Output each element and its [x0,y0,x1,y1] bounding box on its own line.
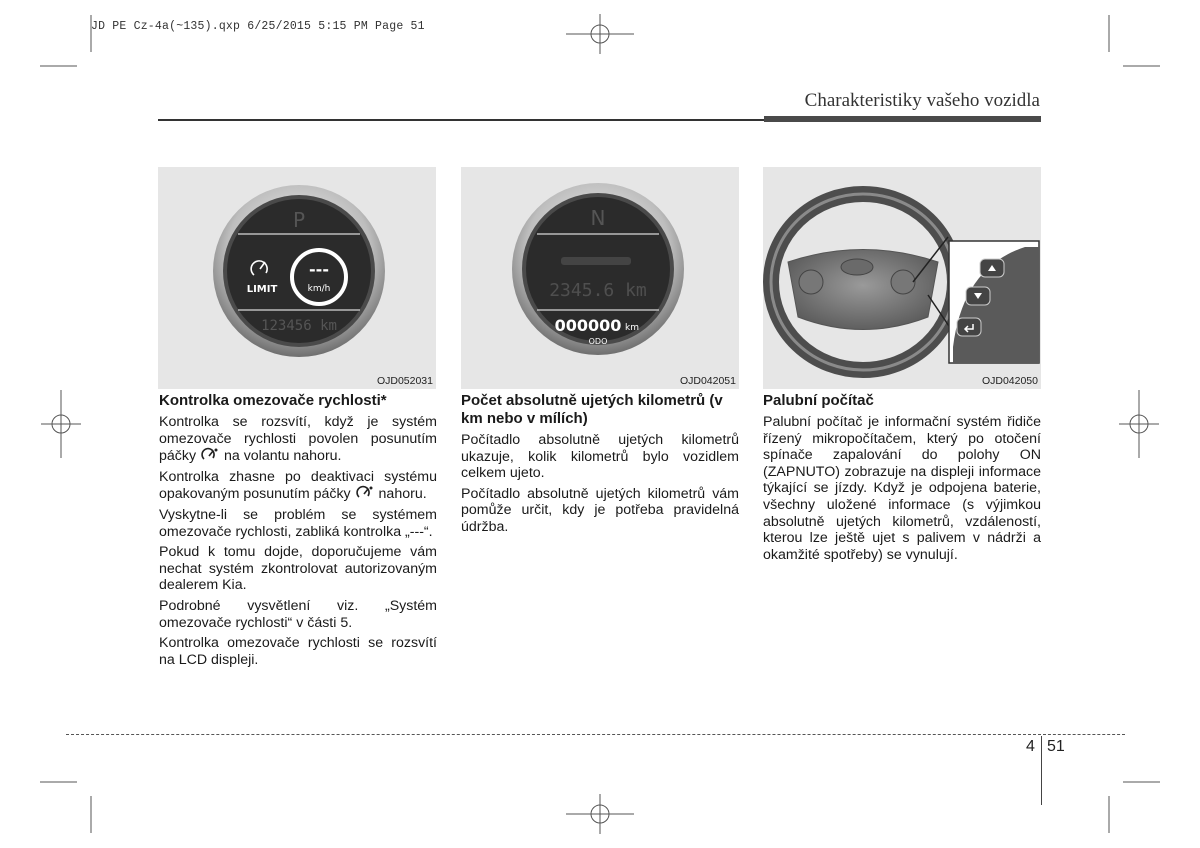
column-trip-computer [763,392,1041,567]
column-odometer [461,392,739,540]
paragraph: Kontrolka omezovače rychlosti se rozsvítí na LCD displeji. [159,635,437,668]
figure-odometer-cluster [461,167,739,389]
figure-code: OJD052031 [376,375,433,387]
paragraph: Počítadlo absolutně ujetých kilometrů vám pomůže určit, kdy je potřeba pravidelná údržba. [461,485,739,535]
page-number: 51 [1047,738,1065,755]
odometer-value: 000000 [554,316,622,335]
column-heading: Počet absolutně ujetých kilometrů (v km nebo v mílích) [461,392,723,427]
speed-unit: km/h [307,284,331,294]
page-number-separator [1041,736,1042,805]
gear-indicator: P [292,208,306,232]
steering-wheel-illustration [763,167,1041,389]
printer-slug: JD PE Cz-4a(~135).qxp 6/25/2015 5:15 PM Page 51 [91,20,425,33]
header-rule-accent [764,116,1041,122]
column-heading: Palubní počítač [763,392,874,409]
footer-dotted-rule [1043,734,1125,735]
section-title: Charakteristiky vašeho vozidla [804,90,1040,111]
paragraph: Vyskytne-li se problém se systémem omezovače rychlosti, zabliká kontrolka „---“. [159,506,437,540]
paragraph: Palubní počítač je informační systém řidiče řízený mikropočítačem, který po otočení spínače zapalování do polohy ON (ZAPNUTO) zobrazuje na displeji informace týkající se jízdy. Když je odpojena baterie, všechny uložené informace (s výjimkou absolutně ujetých kilometrů, vzdáleností, kterou lze ještě ujet s palivem v nádrži a okamžité spotřeby) se vynulují. [763,414,1041,563]
figure-code: OJD042050 [981,375,1038,387]
gear-indicator: N [590,206,606,230]
faded-trip: 2345.6 km [549,280,647,301]
paragraph: Podrobné vysvětlení viz. „Systém omezovače rychlosti“ v části 5. [159,597,437,631]
lever-icon [200,447,220,463]
column-heading: Kontrolka omezovače rychlosti* [159,392,387,409]
cluster-illustration [158,167,436,389]
cluster-illustration [461,167,739,389]
odometer-label: ODO [588,337,608,346]
figure-steering-wheel [763,167,1041,389]
footer-dotted-rule [66,734,1041,735]
paragraph: Počítadlo absolutně ujetých kilometrů ukazuje, kolik kilometrů bylo vozidlem celkem ujeto. [461,432,739,482]
paragraph: Kontrolka se rozsvítí, když je systém omezovače rychlosti povolen posunutím páčky na volantu nahoru. [159,414,437,465]
faded-odometer: 123456 km [261,318,337,334]
column-speed-limiter [159,392,437,672]
odometer-unit: km [625,323,639,333]
chapter-number: 4 [1026,738,1035,755]
figure-speed-limiter-cluster [158,167,436,389]
limit-label: LIMIT [246,284,278,295]
speed-dashes: --- [309,260,329,279]
lever-icon [355,485,375,501]
figure-code: OJD042051 [679,375,736,387]
paragraph: Kontrolka zhasne po deaktivaci systému opakovaným posunutím páčky nahoru. [159,468,437,503]
paragraph: Pokud k tomu dojde, doporučujeme vám nechat systém zkontrolovat autorizovaným dealerem Kia. [159,544,437,594]
